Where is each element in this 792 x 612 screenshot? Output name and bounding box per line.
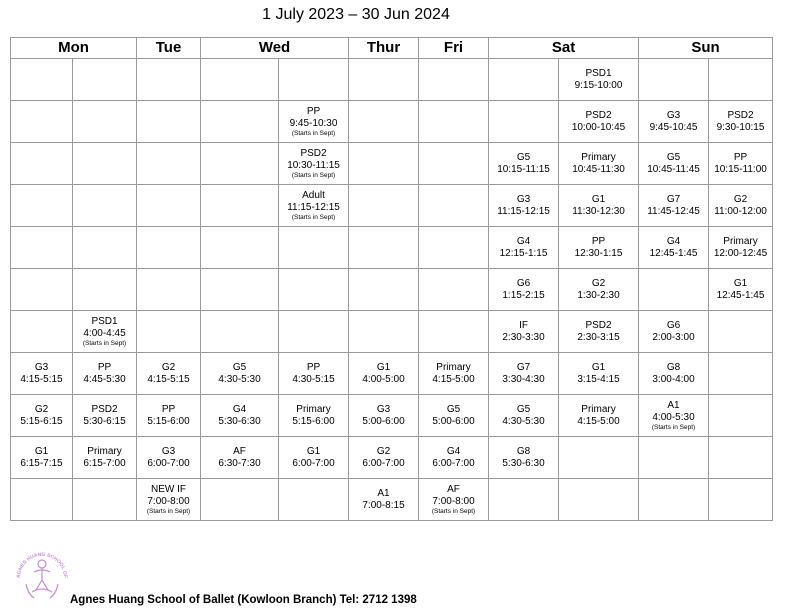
class-text: G6	[666, 319, 681, 331]
empty-cell	[279, 479, 349, 521]
class-text: 4:15-5:00	[577, 415, 620, 427]
class-text: 12:00-12:45	[713, 247, 768, 259]
class-cell	[489, 353, 559, 395]
class-text: Primary	[296, 403, 331, 415]
class-text: 6:00-7:00	[432, 457, 475, 469]
class-cell	[709, 227, 773, 269]
class-text: 2:00-3:00	[652, 331, 695, 343]
class-text: 11:00-12:00	[714, 205, 767, 217]
class-text: AF	[233, 445, 246, 457]
empty-cell	[489, 59, 559, 101]
empty-cell	[349, 311, 419, 353]
empty-cell	[73, 143, 137, 185]
empty-cell	[639, 479, 709, 521]
class-cell	[349, 353, 419, 395]
class-cell	[279, 437, 349, 479]
empty-cell	[709, 59, 773, 101]
class-cell	[709, 101, 773, 143]
class-cell	[73, 353, 137, 395]
class-text: G1	[733, 277, 748, 289]
class-cell	[349, 437, 419, 479]
class-text: 2:30-3:15	[577, 331, 620, 343]
class-text: 12:45-1:45	[716, 289, 765, 301]
start-note: (Starts in Sept)	[82, 339, 127, 347]
class-cell	[349, 395, 419, 437]
timetable-body	[11, 59, 773, 521]
class-cell	[279, 143, 349, 185]
empty-cell	[349, 185, 419, 227]
class-text: G2	[161, 361, 176, 373]
class-text: 10:45-11:30	[572, 163, 625, 175]
empty-cell	[73, 101, 137, 143]
timetable-row	[11, 269, 773, 311]
class-cell	[419, 353, 489, 395]
empty-cell	[11, 59, 73, 101]
day-header: Mon	[11, 38, 137, 59]
empty-cell	[201, 311, 279, 353]
empty-cell	[137, 185, 201, 227]
class-cell	[279, 395, 349, 437]
class-text: 9:15-10:00	[574, 79, 623, 91]
class-text: 1:30-2:30	[577, 289, 620, 301]
class-text: 5:30-6:30	[218, 415, 261, 427]
empty-cell	[201, 227, 279, 269]
empty-cell	[73, 227, 137, 269]
class-cell	[709, 143, 773, 185]
class-cell	[279, 353, 349, 395]
class-text: 7:00-8:00	[147, 495, 190, 507]
class-text: G5	[666, 151, 681, 163]
empty-cell	[419, 311, 489, 353]
class-text: 4:15-5:15	[20, 373, 63, 385]
class-cell	[559, 185, 639, 227]
class-text: 4:45-5:30	[83, 373, 126, 385]
class-cell	[559, 269, 639, 311]
logo-lettering: AGNES HUANG SCHOOL OF	[15, 551, 69, 579]
class-cell	[11, 353, 73, 395]
class-text: PP	[733, 151, 748, 163]
day-header: Tue	[137, 38, 201, 59]
class-text: 4:15-5:15	[147, 373, 190, 385]
class-text: G1	[34, 445, 49, 457]
class-text: G5	[516, 151, 531, 163]
empty-cell	[201, 479, 279, 521]
class-text: 11:30-12:30	[572, 205, 625, 217]
day-header: Wed	[201, 38, 349, 59]
empty-cell	[11, 227, 73, 269]
empty-cell	[419, 143, 489, 185]
class-cell	[559, 59, 639, 101]
empty-cell	[419, 269, 489, 311]
class-text: PP	[306, 361, 321, 373]
class-text: 5:30-6:15	[83, 415, 126, 427]
empty-cell	[11, 269, 73, 311]
class-cell	[709, 269, 773, 311]
class-cell	[559, 311, 639, 353]
class-cell	[279, 185, 349, 227]
empty-cell	[73, 59, 137, 101]
class-text: G4	[446, 445, 461, 457]
class-text: 5:15-6:00	[147, 415, 190, 427]
empty-cell	[349, 269, 419, 311]
empty-cell	[201, 269, 279, 311]
class-text: G5	[446, 403, 461, 415]
class-text: G3	[666, 109, 681, 121]
start-note: (Starts in Sept)	[146, 507, 191, 515]
class-cell	[639, 185, 709, 227]
class-cell	[137, 437, 201, 479]
class-text: 6:00-7:00	[147, 457, 190, 469]
class-text: G4	[666, 235, 681, 247]
empty-cell	[279, 59, 349, 101]
empty-cell	[11, 311, 73, 353]
class-text: 12:45-1:45	[649, 247, 698, 259]
empty-cell	[201, 185, 279, 227]
class-cell	[489, 437, 559, 479]
class-text: 3:00-4:00	[652, 373, 695, 385]
empty-cell	[11, 479, 73, 521]
start-note: (Starts in Sept)	[291, 171, 336, 179]
class-text: Primary	[581, 403, 616, 415]
empty-cell	[73, 269, 137, 311]
class-text: 5:15-6:15	[20, 415, 63, 427]
class-text: PP	[161, 403, 176, 415]
class-text: 10:30-11:15	[287, 159, 340, 171]
timetable-row	[11, 143, 773, 185]
empty-cell	[349, 143, 419, 185]
timetable-row	[11, 311, 773, 353]
class-text: G2	[34, 403, 49, 415]
class-text: G5	[232, 361, 247, 373]
class-text: G1	[306, 445, 321, 457]
class-cell	[349, 479, 419, 521]
class-cell	[201, 395, 279, 437]
empty-cell	[279, 269, 349, 311]
class-cell	[279, 101, 349, 143]
empty-cell	[137, 269, 201, 311]
empty-cell	[201, 143, 279, 185]
class-cell	[11, 395, 73, 437]
class-text: 10:15-11:15	[497, 163, 550, 175]
class-cell	[639, 143, 709, 185]
class-text: 12:30-1:15	[574, 247, 623, 259]
empty-cell	[419, 227, 489, 269]
class-cell	[559, 353, 639, 395]
timetable-row	[11, 395, 773, 437]
class-text: G7	[666, 193, 681, 205]
class-text: 10:00-10:45	[571, 121, 626, 133]
timetable-row	[11, 101, 773, 143]
class-text: G4	[516, 235, 531, 247]
class-text: 2:30-3:30	[502, 331, 545, 343]
class-text: G6	[516, 277, 531, 289]
class-text: G3	[161, 445, 176, 457]
class-text: G3	[376, 403, 391, 415]
class-cell	[489, 269, 559, 311]
empty-cell	[489, 101, 559, 143]
class-text: 7:00-8:15	[362, 499, 405, 511]
class-text: 4:00-5:00	[362, 373, 405, 385]
class-text: A1	[377, 487, 390, 499]
class-text: 9:45-10:30	[289, 117, 338, 129]
class-text: G7	[516, 361, 531, 373]
timetable	[10, 37, 773, 521]
class-text: PSD1	[91, 315, 118, 327]
empty-cell	[419, 185, 489, 227]
class-cell	[639, 227, 709, 269]
empty-cell	[639, 269, 709, 311]
class-cell	[419, 479, 489, 521]
footer-contact: Agnes Huang School of Ballet (Kowloon Branch) Tel: 2712 1398	[70, 594, 417, 606]
timetable-row	[11, 437, 773, 479]
class-text: PSD2	[300, 147, 327, 159]
class-text: 11:45-12:45	[647, 205, 700, 217]
empty-cell	[349, 227, 419, 269]
class-text: G3	[34, 361, 49, 373]
class-cell	[419, 395, 489, 437]
class-text: G2	[591, 277, 606, 289]
class-text: 4:30-5:15	[292, 373, 335, 385]
class-text: 5:15-6:00	[292, 415, 335, 427]
class-text: Primary	[581, 151, 616, 163]
class-text: 6:00-7:00	[362, 457, 405, 469]
class-cell	[201, 437, 279, 479]
class-text: 12:15-1:15	[499, 247, 548, 259]
class-text: 10:15-11:00	[714, 163, 767, 175]
empty-cell	[137, 143, 201, 185]
class-text: PSD2	[585, 319, 612, 331]
empty-cell	[559, 479, 639, 521]
class-cell	[73, 437, 137, 479]
class-cell	[137, 395, 201, 437]
empty-cell	[279, 227, 349, 269]
class-text: 9:30-10:15	[716, 121, 765, 133]
class-text: 5:00-6:00	[432, 415, 475, 427]
class-text: 6:00-7:00	[292, 457, 335, 469]
class-text: 1:15-2:15	[502, 289, 545, 301]
class-text: AF	[447, 483, 460, 495]
class-text: PSD1	[585, 67, 612, 79]
start-note: (Starts in Sept)	[651, 423, 696, 431]
class-text: 10:45-11:45	[647, 163, 700, 175]
class-text: G3	[516, 193, 531, 205]
empty-cell	[73, 185, 137, 227]
timetable-row	[11, 227, 773, 269]
empty-cell	[11, 143, 73, 185]
day-header: Sun	[639, 38, 773, 59]
class-text: 4:15-5:00	[432, 373, 475, 385]
class-text: 9:45-10:45	[649, 121, 698, 133]
class-text: 5:00-6:00	[362, 415, 405, 427]
school-logo	[12, 544, 72, 604]
start-note: (Starts in Sept)	[291, 129, 336, 137]
class-text: G8	[516, 445, 531, 457]
class-text: 4:00-5:30	[652, 411, 695, 423]
class-text: Primary	[436, 361, 471, 373]
empty-cell	[349, 59, 419, 101]
empty-cell	[489, 479, 559, 521]
empty-cell	[419, 59, 489, 101]
class-text: G8	[666, 361, 681, 373]
empty-cell	[137, 101, 201, 143]
class-text: 6:15-7:00	[83, 457, 126, 469]
class-text: PSD2	[91, 403, 118, 415]
class-cell	[559, 395, 639, 437]
class-text: 6:30-7:30	[218, 457, 261, 469]
empty-cell	[349, 101, 419, 143]
class-cell	[11, 437, 73, 479]
empty-cell	[639, 59, 709, 101]
empty-cell	[11, 101, 73, 143]
class-text: 4:30-5:30	[502, 415, 545, 427]
class-text: G4	[232, 403, 247, 415]
class-text: G1	[376, 361, 391, 373]
class-text: 3:30-4:30	[502, 373, 545, 385]
class-text: G2	[376, 445, 391, 457]
class-cell	[137, 479, 201, 521]
class-cell	[639, 395, 709, 437]
empty-cell	[709, 437, 773, 479]
class-text: PP	[97, 361, 112, 373]
class-cell	[559, 143, 639, 185]
empty-cell	[419, 101, 489, 143]
empty-cell	[11, 185, 73, 227]
class-text: PSD2	[727, 109, 754, 121]
empty-cell	[559, 437, 639, 479]
empty-cell	[709, 311, 773, 353]
empty-cell	[137, 59, 201, 101]
timetable-row	[11, 185, 773, 227]
empty-cell	[709, 395, 773, 437]
class-cell	[639, 353, 709, 395]
class-text: Adult	[302, 189, 325, 201]
class-text: 4:30-5:30	[218, 373, 261, 385]
class-text: 11:15-12:15	[497, 205, 550, 217]
schedule-title: 1 July 2023 – 30 Jun 2024	[262, 6, 450, 23]
class-cell	[73, 395, 137, 437]
class-text: IF	[519, 319, 528, 331]
empty-cell	[73, 479, 137, 521]
class-cell	[489, 395, 559, 437]
start-note: (Starts in Sept)	[291, 213, 336, 221]
empty-cell	[639, 437, 709, 479]
class-cell	[639, 101, 709, 143]
day-header: Thur	[349, 38, 419, 59]
class-cell	[559, 227, 639, 269]
class-text: 7:00-8:00	[432, 495, 475, 507]
class-cell	[419, 437, 489, 479]
class-text: G2	[733, 193, 748, 205]
class-text: 6:15-7:15	[20, 457, 63, 469]
class-text: Primary	[723, 235, 758, 247]
class-text: PSD2	[585, 109, 612, 121]
empty-cell	[709, 353, 773, 395]
class-cell	[137, 353, 201, 395]
empty-cell	[201, 101, 279, 143]
class-cell	[709, 185, 773, 227]
class-text: G5	[516, 403, 531, 415]
timetable-row	[11, 353, 773, 395]
class-cell	[489, 227, 559, 269]
class-text: PP	[306, 105, 321, 117]
class-text: A1	[667, 399, 680, 411]
empty-cell	[201, 59, 279, 101]
day-header: Fri	[419, 38, 489, 59]
class-text: 3:15-4:15	[577, 373, 620, 385]
class-cell	[559, 101, 639, 143]
timetable-row	[11, 59, 773, 101]
class-text: 11:15-12:15	[287, 201, 340, 213]
class-text: G1	[591, 193, 606, 205]
class-cell	[489, 143, 559, 185]
empty-cell	[709, 479, 773, 521]
class-cell	[73, 311, 137, 353]
class-text: PP	[591, 235, 606, 247]
class-text: G1	[591, 361, 606, 373]
class-text: NEW IF	[151, 483, 187, 495]
empty-cell	[279, 311, 349, 353]
class-text: Primary	[87, 445, 122, 457]
class-text: 5:30-6:30	[502, 457, 545, 469]
class-cell	[201, 353, 279, 395]
day-header-row	[11, 38, 773, 59]
empty-cell	[137, 311, 201, 353]
empty-cell	[137, 227, 201, 269]
start-note: (Starts in Sept)	[431, 507, 476, 515]
class-text: 4:00-4:45	[83, 327, 126, 339]
day-header: Sat	[489, 38, 639, 59]
timetable-row	[11, 479, 773, 521]
class-cell	[489, 185, 559, 227]
class-cell	[639, 311, 709, 353]
class-cell	[489, 311, 559, 353]
